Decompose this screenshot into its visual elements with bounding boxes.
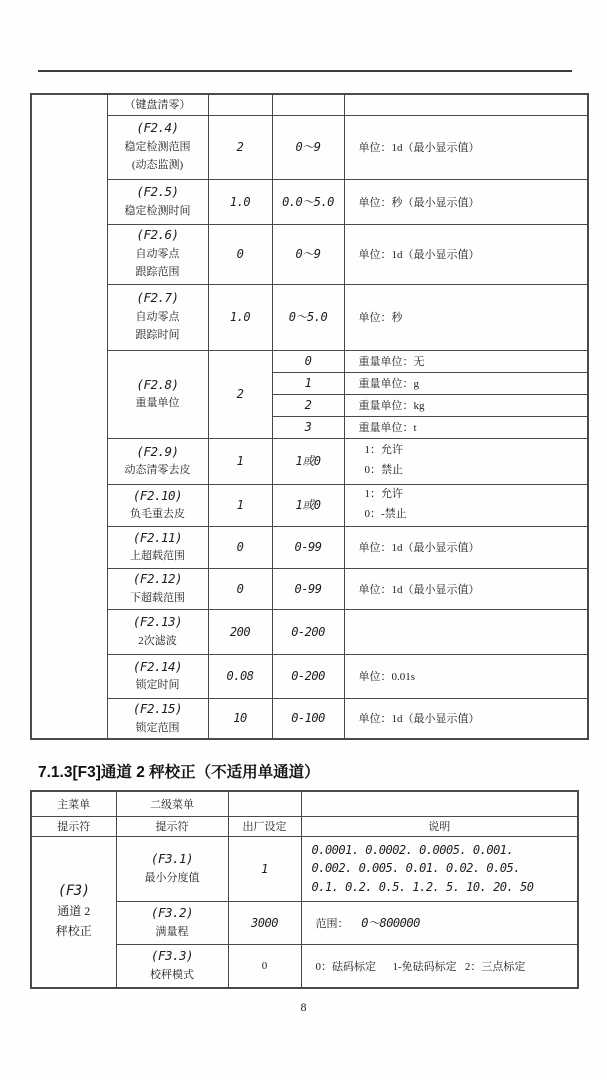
param-name: [107, 654, 208, 698]
description-line3: 0.1. 0.2. 0.5. 1.2. 5. 10. 20. 50: [311, 879, 534, 894]
description-line1: 0.0001. 0.0002. 0.0005. 0.001.: [311, 842, 514, 857]
param-name-label2: 跟踪范围: [135, 266, 180, 279]
table-row: [31, 224, 588, 284]
range-value: 0-99: [272, 526, 344, 568]
param-name: [116, 901, 228, 944]
table-header-row: [31, 791, 578, 816]
range-value: 1或0: [272, 438, 344, 484]
range-value: 0-200: [272, 654, 344, 698]
param-code: (F2.12): [132, 571, 183, 587]
table-row: [31, 284, 588, 350]
param-name: [107, 179, 208, 224]
param-name-label: 自动零点: [135, 311, 180, 324]
default-value: 0: [208, 568, 272, 609]
param-name-label: 自动零点: [135, 248, 180, 261]
range-value: 0～5.0: [272, 284, 344, 350]
description: 单位：秒: [344, 284, 588, 350]
description-line1: 1：允许: [364, 488, 403, 501]
table-row: [31, 526, 588, 568]
option-value: 1: [272, 372, 344, 394]
param-code: (F2.9): [136, 443, 179, 459]
range-value: 1或0: [272, 484, 344, 526]
option-description: 重量单位：无: [344, 350, 588, 372]
option-value: 3: [272, 416, 344, 438]
header-main-menu: 主菜单: [31, 791, 116, 816]
default-value: 1: [208, 438, 272, 484]
default-value: 2: [208, 115, 272, 179]
description: 单位：秒（最小显示值）: [344, 179, 588, 224]
parameter-table-f2: [30, 93, 589, 740]
param-name-label: 最小分度值: [144, 871, 200, 884]
table-row: [31, 654, 588, 698]
param-name: [107, 438, 208, 484]
description: 单位：1d（最小显示值）: [344, 526, 588, 568]
param-name: [116, 944, 228, 988]
description: 0：砝码标定 1-免砝码标定 2：三点标定: [301, 944, 578, 988]
param-code: (F2.13): [132, 614, 183, 630]
param-name-label: 校秤模式: [150, 969, 194, 982]
param-name: [107, 484, 208, 526]
table-row: [31, 179, 588, 224]
description: [344, 484, 588, 526]
header-prompt-main: 提示符: [31, 816, 116, 836]
table-row: [31, 350, 588, 372]
table-row: [31, 568, 588, 609]
default-value: 10: [208, 698, 272, 739]
group-label2: 秤校正: [55, 924, 92, 939]
param-name-label: 满量程: [155, 925, 189, 938]
table-row: [31, 698, 588, 739]
default-value: 3000: [228, 901, 301, 944]
param-code: (F2.7): [136, 290, 179, 306]
description: [344, 609, 588, 654]
param-name-label: 锁定时间: [135, 679, 180, 692]
default-value: 1.0: [208, 284, 272, 350]
param-name-label: 2次滤波: [138, 634, 177, 647]
default-value: 0: [228, 944, 301, 988]
param-name: [116, 836, 228, 901]
table-row: [31, 484, 588, 526]
range-value: 0-200: [272, 609, 344, 654]
option-value: 2: [272, 394, 344, 416]
description-line1: 1：允许: [364, 444, 403, 457]
option-description: 重量单位：t: [344, 416, 588, 438]
section-heading: 7.1.3[F3]通道 2 秤校正（不适用单通道）: [38, 764, 320, 781]
param-code: (F2.6): [136, 227, 179, 243]
range-value: 0-100: [272, 698, 344, 739]
param-code: (F3.3): [150, 948, 194, 964]
default-value: [208, 94, 272, 115]
description-line2: 0：禁止: [364, 464, 403, 476]
header-empty-1: [228, 791, 301, 816]
param-code: (F2.5): [136, 184, 179, 200]
param-name: [107, 526, 208, 568]
option-value: 0: [272, 350, 344, 372]
param-name: [107, 698, 208, 739]
description: [344, 94, 588, 115]
header-rule: [38, 70, 572, 72]
description-prefix: 范围：: [315, 918, 349, 930]
group-code: (F3): [57, 883, 90, 900]
parameter-table-f3: [30, 790, 579, 989]
header-explanation: 说明: [301, 816, 578, 836]
param-name: [107, 568, 208, 609]
param-name-label: 稳定检测范围: [124, 141, 191, 154]
table-row: [31, 438, 588, 484]
table-row: [31, 836, 578, 901]
param-name: [107, 94, 208, 115]
param-name: [107, 224, 208, 284]
default-value: 200: [208, 609, 272, 654]
description: [301, 836, 578, 901]
table-row: [31, 94, 588, 115]
range-value: 0.0～5.0: [272, 179, 344, 224]
default-value: 0: [208, 526, 272, 568]
range-value: 0-99: [272, 568, 344, 609]
description: 单位：1d（最小显示值）: [344, 698, 588, 739]
param-name: [107, 350, 208, 438]
param-code: (F2.15): [132, 700, 183, 716]
param-name: [107, 609, 208, 654]
default-value: 1: [208, 484, 272, 526]
param-name-label2: 跟踪时间: [135, 329, 180, 342]
table-row: [31, 609, 588, 654]
page-number: 8: [300, 1000, 307, 1014]
param-name-label: 锁定范围: [135, 721, 180, 734]
param-code: (F3.2): [150, 905, 194, 921]
table-row: [31, 115, 588, 179]
param-name: [107, 284, 208, 350]
default-value: 0.08: [208, 654, 272, 698]
param-code: (F2.10): [132, 487, 183, 503]
param-name-label: 稳定检测时间: [124, 204, 191, 217]
param-name-label: 动态清零去皮: [124, 464, 191, 477]
description: 单位：1d（最小显示值）: [344, 568, 588, 609]
param-code: (F2.11): [132, 529, 183, 545]
param-code: (F2.14): [132, 658, 183, 674]
range-value: 0～9: [272, 115, 344, 179]
param-name-label: （键盘清零）: [124, 98, 191, 111]
header-sub-menu: 二级菜单: [116, 791, 228, 816]
header-factory-default: 出厂设定: [228, 816, 301, 836]
option-description: 重量单位：kg: [344, 394, 588, 416]
description: [301, 901, 578, 944]
table-header-row: [31, 816, 578, 836]
group-label1: 通道 2: [57, 904, 91, 919]
group-cell-f3: [31, 836, 116, 988]
description-range: 0～800000: [361, 916, 420, 930]
option-description: 重量单位：g: [344, 372, 588, 394]
default-value: 1.0: [208, 179, 272, 224]
param-code: (F2.4): [136, 120, 179, 136]
default-value: 1: [228, 836, 301, 901]
description: 单位：1d（最小显示值）: [344, 115, 588, 179]
header-prompt-sub: 提示符: [116, 816, 228, 836]
range-value: [272, 94, 344, 115]
group-cell-empty: [31, 94, 107, 739]
description-line2: 0.002. 0.005. 0.01. 0.02. 0.05.: [311, 861, 520, 876]
default-value: 2: [208, 350, 272, 438]
param-name-label: 重量单位: [135, 397, 180, 410]
param-name-label2: (动态监测): [131, 159, 184, 172]
description: 单位：0.01s: [344, 654, 588, 698]
param-name-label: 下超载范围: [130, 591, 185, 604]
param-name-label: 负毛重去皮: [130, 508, 185, 521]
param-code: (F2.8): [136, 376, 179, 392]
default-value: 0: [208, 224, 272, 284]
description-line2: 0：-禁止: [364, 508, 407, 520]
param-code: (F3.1): [150, 851, 194, 867]
description: 单位：1d（最小显示值）: [344, 224, 588, 284]
description: [344, 438, 588, 484]
header-empty-2: [301, 791, 578, 816]
param-name-label: 上超载范围: [130, 550, 185, 563]
range-value: 0～9: [272, 224, 344, 284]
param-name: [107, 115, 208, 179]
